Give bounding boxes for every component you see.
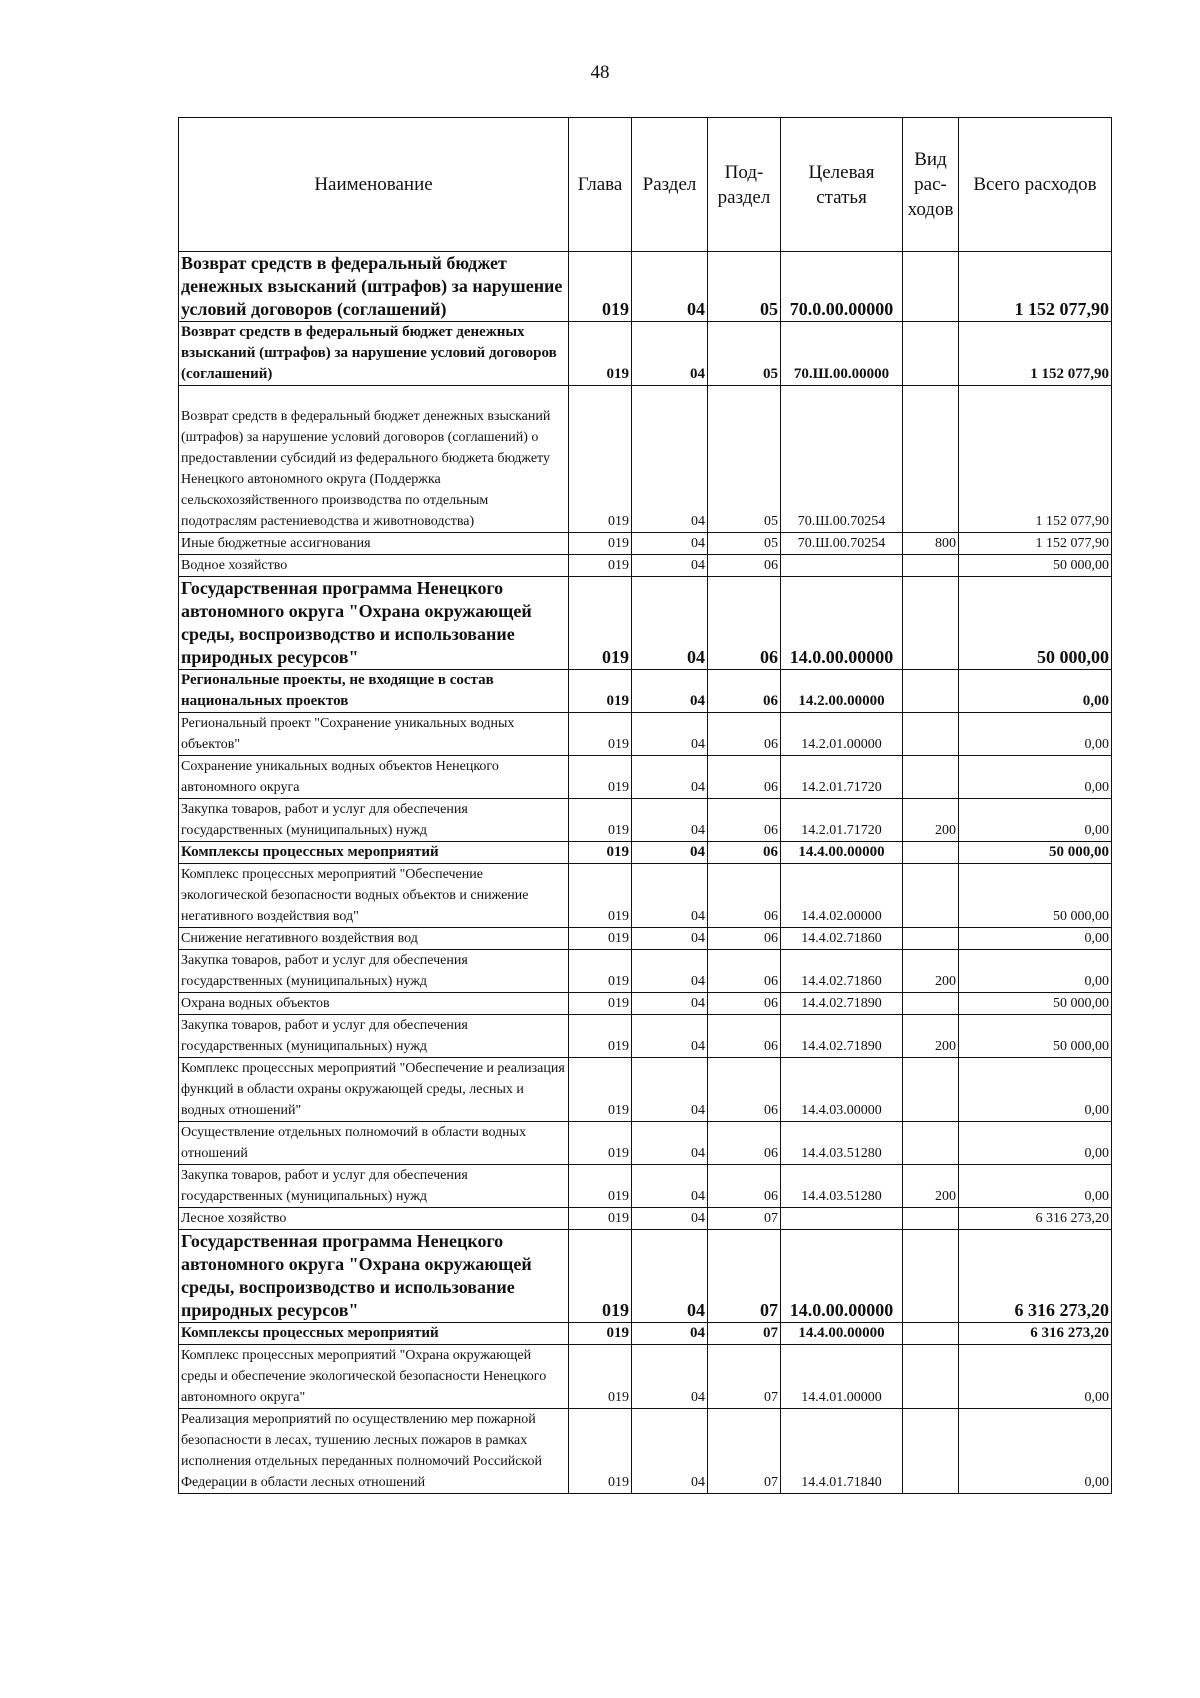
cell-celevaya-statya: 70.Ш.00.70254 bbox=[781, 386, 903, 533]
cell-podrazdel: 06 bbox=[708, 928, 781, 950]
cell-total: 0,00 bbox=[959, 1058, 1112, 1122]
cell-total: 50 000,00 bbox=[959, 555, 1112, 577]
table-row bbox=[179, 322, 1112, 386]
cell-podrazdel: 06 bbox=[708, 1122, 781, 1165]
table-row bbox=[179, 1165, 1112, 1208]
cell-razdel: 04 bbox=[632, 756, 708, 799]
cell-vid-rashodov bbox=[903, 1409, 959, 1494]
cell-total: 1 152 077,90 bbox=[959, 252, 1112, 322]
header-total: Всего расходов bbox=[959, 118, 1112, 252]
cell-podrazdel: 07 bbox=[708, 1345, 781, 1409]
table-row bbox=[179, 842, 1112, 864]
cell-vid-rashodov bbox=[903, 1230, 959, 1323]
table-row bbox=[179, 577, 1112, 670]
cell-vid-rashodov bbox=[903, 713, 959, 756]
cell-total: 0,00 bbox=[959, 756, 1112, 799]
cell-celevaya-statya bbox=[781, 1208, 903, 1230]
cell-razdel: 04 bbox=[632, 1409, 708, 1494]
table-row bbox=[179, 713, 1112, 756]
cell-celevaya-statya: 14.4.02.71890 bbox=[781, 1015, 903, 1058]
cell-name: Закупка товаров, работ и услуг для обеспечения государственных (муниципальных) нужд bbox=[179, 1165, 569, 1208]
cell-razdel: 04 bbox=[632, 322, 708, 386]
cell-vid-rashodov bbox=[903, 928, 959, 950]
cell-podrazdel: 07 bbox=[708, 1409, 781, 1494]
table-row bbox=[179, 252, 1112, 322]
cell-glava: 019 bbox=[569, 252, 632, 322]
cell-podrazdel: 06 bbox=[708, 799, 781, 842]
cell-razdel: 04 bbox=[632, 1058, 708, 1122]
cell-glava: 019 bbox=[569, 577, 632, 670]
cell-celevaya-statya: 14.4.03.51280 bbox=[781, 1122, 903, 1165]
table-row bbox=[179, 1409, 1112, 1494]
cell-vid-rashodov bbox=[903, 386, 959, 533]
cell-podrazdel: 06 bbox=[708, 950, 781, 993]
cell-glava: 019 bbox=[569, 713, 632, 756]
cell-glava: 019 bbox=[569, 386, 632, 533]
cell-celevaya-statya: 14.2.01.71720 bbox=[781, 756, 903, 799]
table-row bbox=[179, 386, 1112, 533]
cell-razdel: 04 bbox=[632, 950, 708, 993]
cell-total: 0,00 bbox=[959, 799, 1112, 842]
cell-glava: 019 bbox=[569, 993, 632, 1015]
table-row bbox=[179, 555, 1112, 577]
cell-glava: 019 bbox=[569, 950, 632, 993]
cell-name: Закупка товаров, работ и услуг для обеспечения государственных (муниципальных) нужд bbox=[179, 799, 569, 842]
cell-vid-rashodov: 200 bbox=[903, 950, 959, 993]
cell-podrazdel: 06 bbox=[708, 993, 781, 1015]
cell-total: 0,00 bbox=[959, 713, 1112, 756]
cell-podrazdel: 06 bbox=[708, 842, 781, 864]
table-row bbox=[179, 1323, 1112, 1345]
cell-podrazdel: 06 bbox=[708, 555, 781, 577]
cell-name: Комплекс процессных мероприятий "Охрана окружающей среды и обеспечение экологической безопасности Ненецкого автономного округа" bbox=[179, 1345, 569, 1409]
cell-razdel: 04 bbox=[632, 1345, 708, 1409]
cell-celevaya-statya: 14.4.01.00000 bbox=[781, 1345, 903, 1409]
cell-podrazdel: 06 bbox=[708, 864, 781, 928]
table-row bbox=[179, 1122, 1112, 1165]
cell-name: Водное хозяйство bbox=[179, 555, 569, 577]
cell-razdel: 04 bbox=[632, 1230, 708, 1323]
cell-glava: 019 bbox=[569, 322, 632, 386]
cell-podrazdel: 07 bbox=[708, 1323, 781, 1345]
cell-name: Закупка товаров, работ и услуг для обеспечения государственных (муниципальных) нужд bbox=[179, 1015, 569, 1058]
cell-total: 50 000,00 bbox=[959, 993, 1112, 1015]
cell-name: Региональный проект "Сохранение уникальных водных объектов" bbox=[179, 713, 569, 756]
cell-name: Возврат средств в федеральный бюджет денежных взысканий (штрафов) за нарушение условий договоров (соглашений) bbox=[179, 252, 569, 322]
cell-glava: 019 bbox=[569, 1409, 632, 1494]
header-name: Наименование bbox=[179, 118, 569, 252]
cell-total: 6 316 273,20 bbox=[959, 1208, 1112, 1230]
cell-celevaya-statya: 14.4.02.00000 bbox=[781, 864, 903, 928]
cell-glava: 019 bbox=[569, 555, 632, 577]
cell-total: 0,00 bbox=[959, 1345, 1112, 1409]
cell-name: Региональные проекты, не входящие в состав национальных проектов bbox=[179, 670, 569, 713]
cell-razdel: 04 bbox=[632, 533, 708, 555]
cell-vid-rashodov bbox=[903, 322, 959, 386]
table-row bbox=[179, 533, 1112, 555]
cell-vid-rashodov: 200 bbox=[903, 799, 959, 842]
cell-podrazdel: 05 bbox=[708, 252, 781, 322]
cell-glava: 019 bbox=[569, 670, 632, 713]
cell-vid-rashodov bbox=[903, 1122, 959, 1165]
cell-razdel: 04 bbox=[632, 1122, 708, 1165]
cell-total: 0,00 bbox=[959, 1165, 1112, 1208]
cell-name: Сохранение уникальных водных объектов Ненецкого автономного округа bbox=[179, 756, 569, 799]
cell-name: Реализация мероприятий по осуществлению мер пожарной безопасности в лесах, тушению лесных пожаров в рамках исполнения отдельных переданных полномочий Российской Федерации в области лесных отношений bbox=[179, 1409, 569, 1494]
cell-celevaya-statya: 14.2.00.00000 bbox=[781, 670, 903, 713]
cell-razdel: 04 bbox=[632, 1015, 708, 1058]
cell-celevaya-statya: 14.4.02.71860 bbox=[781, 950, 903, 993]
cell-celevaya-statya: 14.2.01.71720 bbox=[781, 799, 903, 842]
table-row bbox=[179, 756, 1112, 799]
cell-name: Комплекс процессных мероприятий "Обеспечение и реализация функций в области охраны окружающей среды, лесных и водных отношений" bbox=[179, 1058, 569, 1122]
cell-celevaya-statya: 14.0.00.00000 bbox=[781, 1230, 903, 1323]
table-row bbox=[179, 1345, 1112, 1409]
cell-total: 1 152 077,90 bbox=[959, 386, 1112, 533]
cell-celevaya-statya: 70.Ш.00.70254 bbox=[781, 533, 903, 555]
cell-glava: 019 bbox=[569, 864, 632, 928]
cell-total: 0,00 bbox=[959, 928, 1112, 950]
cell-razdel: 04 bbox=[632, 252, 708, 322]
cell-name: Осуществление отдельных полномочий в области водных отношений bbox=[179, 1122, 569, 1165]
table-row bbox=[179, 928, 1112, 950]
header-podrazdel: Под-раздел bbox=[708, 118, 781, 252]
cell-name: Комплексы процессных мероприятий bbox=[179, 842, 569, 864]
cell-total: 1 152 077,90 bbox=[959, 322, 1112, 386]
cell-glava: 019 bbox=[569, 756, 632, 799]
cell-name: Комплексы процессных мероприятий bbox=[179, 1323, 569, 1345]
table-row bbox=[179, 950, 1112, 993]
budget-table bbox=[178, 117, 1112, 1494]
cell-podrazdel: 07 bbox=[708, 1230, 781, 1323]
page-number: 48 bbox=[590, 62, 610, 83]
cell-total: 50 000,00 bbox=[959, 864, 1112, 928]
cell-vid-rashodov bbox=[903, 842, 959, 864]
cell-vid-rashodov bbox=[903, 756, 959, 799]
cell-glava: 019 bbox=[569, 1323, 632, 1345]
cell-total: 0,00 bbox=[959, 670, 1112, 713]
cell-glava: 019 bbox=[569, 1165, 632, 1208]
cell-vid-rashodov bbox=[903, 555, 959, 577]
cell-podrazdel: 06 bbox=[708, 1165, 781, 1208]
cell-celevaya-statya: 14.4.03.00000 bbox=[781, 1058, 903, 1122]
cell-podrazdel: 06 bbox=[708, 713, 781, 756]
table-row bbox=[179, 993, 1112, 1015]
cell-total: 0,00 bbox=[959, 1409, 1112, 1494]
cell-celevaya-statya: 14.4.02.71890 bbox=[781, 993, 903, 1015]
cell-vid-rashodov bbox=[903, 252, 959, 322]
cell-vid-rashodov bbox=[903, 993, 959, 1015]
cell-vid-rashodov bbox=[903, 1345, 959, 1409]
cell-razdel: 04 bbox=[632, 864, 708, 928]
cell-razdel: 04 bbox=[632, 713, 708, 756]
cell-glava: 019 bbox=[569, 842, 632, 864]
cell-vid-rashodov: 200 bbox=[903, 1165, 959, 1208]
cell-name: Снижение негативного воздействия вод bbox=[179, 928, 569, 950]
cell-celevaya-statya: 14.0.00.00000 bbox=[781, 577, 903, 670]
cell-celevaya-statya: 70.Ш.00.00000 bbox=[781, 322, 903, 386]
cell-razdel: 04 bbox=[632, 928, 708, 950]
cell-celevaya-statya: 14.4.03.51280 bbox=[781, 1165, 903, 1208]
cell-vid-rashodov bbox=[903, 1058, 959, 1122]
header-vid-rashodov: Вид рас-ходов bbox=[903, 118, 959, 252]
cell-podrazdel: 05 bbox=[708, 533, 781, 555]
cell-celevaya-statya: 14.2.01.00000 bbox=[781, 713, 903, 756]
cell-podrazdel: 06 bbox=[708, 577, 781, 670]
table-header bbox=[179, 118, 1112, 252]
cell-total: 6 316 273,20 bbox=[959, 1323, 1112, 1345]
header-celevaya-statya: Целевая статья bbox=[781, 118, 903, 252]
cell-celevaya-statya: 70.0.00.00000 bbox=[781, 252, 903, 322]
cell-podrazdel: 07 bbox=[708, 1208, 781, 1230]
cell-celevaya-statya bbox=[781, 555, 903, 577]
cell-celevaya-statya: 14.4.00.00000 bbox=[781, 842, 903, 864]
cell-glava: 019 bbox=[569, 928, 632, 950]
header-razdel: Раздел bbox=[632, 118, 708, 252]
cell-glava: 019 bbox=[569, 1345, 632, 1409]
cell-podrazdel: 06 bbox=[708, 1058, 781, 1122]
cell-razdel: 04 bbox=[632, 577, 708, 670]
cell-glava: 019 bbox=[569, 799, 632, 842]
cell-name: Государственная программа Ненецкого автономного округа "Охрана окружающей среды, воспроизводство и использование природных ресурсов" bbox=[179, 1230, 569, 1323]
cell-razdel: 04 bbox=[632, 993, 708, 1015]
cell-celevaya-statya: 14.4.00.00000 bbox=[781, 1323, 903, 1345]
cell-razdel: 04 bbox=[632, 386, 708, 533]
cell-podrazdel: 06 bbox=[708, 1015, 781, 1058]
cell-name: Охрана водных объектов bbox=[179, 993, 569, 1015]
cell-total: 50 000,00 bbox=[959, 577, 1112, 670]
table-row bbox=[179, 1015, 1112, 1058]
cell-name: Иные бюджетные ассигнования bbox=[179, 533, 569, 555]
cell-vid-rashodov bbox=[903, 864, 959, 928]
cell-podrazdel: 06 bbox=[708, 756, 781, 799]
cell-vid-rashodov: 200 bbox=[903, 1015, 959, 1058]
header-glava: Глава bbox=[569, 118, 632, 252]
cell-razdel: 04 bbox=[632, 1323, 708, 1345]
cell-celevaya-statya: 14.4.02.71860 bbox=[781, 928, 903, 950]
table-row bbox=[179, 799, 1112, 842]
cell-vid-rashodov bbox=[903, 670, 959, 713]
table-row bbox=[179, 1208, 1112, 1230]
cell-podrazdel: 05 bbox=[708, 322, 781, 386]
cell-name: Лесное хозяйство bbox=[179, 1208, 569, 1230]
cell-total: 50 000,00 bbox=[959, 842, 1112, 864]
cell-razdel: 04 bbox=[632, 670, 708, 713]
cell-glava: 019 bbox=[569, 1230, 632, 1323]
cell-vid-rashodov bbox=[903, 1323, 959, 1345]
cell-razdel: 04 bbox=[632, 555, 708, 577]
cell-total: 0,00 bbox=[959, 1122, 1112, 1165]
cell-name: Закупка товаров, работ и услуг для обеспечения государственных (муниципальных) нужд bbox=[179, 950, 569, 993]
cell-razdel: 04 bbox=[632, 799, 708, 842]
cell-name: Возврат средств в федеральный бюджет денежных взысканий (штрафов) за нарушение условий договоров (соглашений) о предоставлении субсидий из федерального бюджета бюджету Ненецкого автономного округа (Поддержка сельскохозяйственного производства по отдельным подотраслям растениеводства и животноводства) bbox=[179, 386, 569, 533]
cell-podrazdel: 05 bbox=[708, 386, 781, 533]
cell-glava: 019 bbox=[569, 1122, 632, 1165]
table-row bbox=[179, 670, 1112, 713]
cell-name: Комплекс процессных мероприятий "Обеспечение экологической безопасности водных объектов и снижение негативного воздействия вод" bbox=[179, 864, 569, 928]
cell-total: 50 000,00 bbox=[959, 1015, 1112, 1058]
cell-vid-rashodov bbox=[903, 1208, 959, 1230]
cell-glava: 019 bbox=[569, 1058, 632, 1122]
table-row bbox=[179, 864, 1112, 928]
cell-total: 0,00 bbox=[959, 950, 1112, 993]
cell-name: Возврат средств в федеральный бюджет денежных взысканий (штрафов) за нарушение условий договоров (соглашений) bbox=[179, 322, 569, 386]
cell-glava: 019 bbox=[569, 1208, 632, 1230]
cell-glava: 019 bbox=[569, 1015, 632, 1058]
cell-total: 6 316 273,20 bbox=[959, 1230, 1112, 1323]
table-row bbox=[179, 1230, 1112, 1323]
cell-glava: 019 bbox=[569, 533, 632, 555]
table-row bbox=[179, 1058, 1112, 1122]
cell-razdel: 04 bbox=[632, 842, 708, 864]
cell-celevaya-statya: 14.4.01.71840 bbox=[781, 1409, 903, 1494]
cell-razdel: 04 bbox=[632, 1165, 708, 1208]
cell-name: Государственная программа Ненецкого автономного округа "Охрана окружающей среды, воспроизводство и использование природных ресурсов" bbox=[179, 577, 569, 670]
cell-vid-rashodov bbox=[903, 577, 959, 670]
cell-podrazdel: 06 bbox=[708, 670, 781, 713]
cell-razdel: 04 bbox=[632, 1208, 708, 1230]
cell-vid-rashodov: 800 bbox=[903, 533, 959, 555]
cell-total: 1 152 077,90 bbox=[959, 533, 1112, 555]
table-body bbox=[179, 252, 1112, 1494]
